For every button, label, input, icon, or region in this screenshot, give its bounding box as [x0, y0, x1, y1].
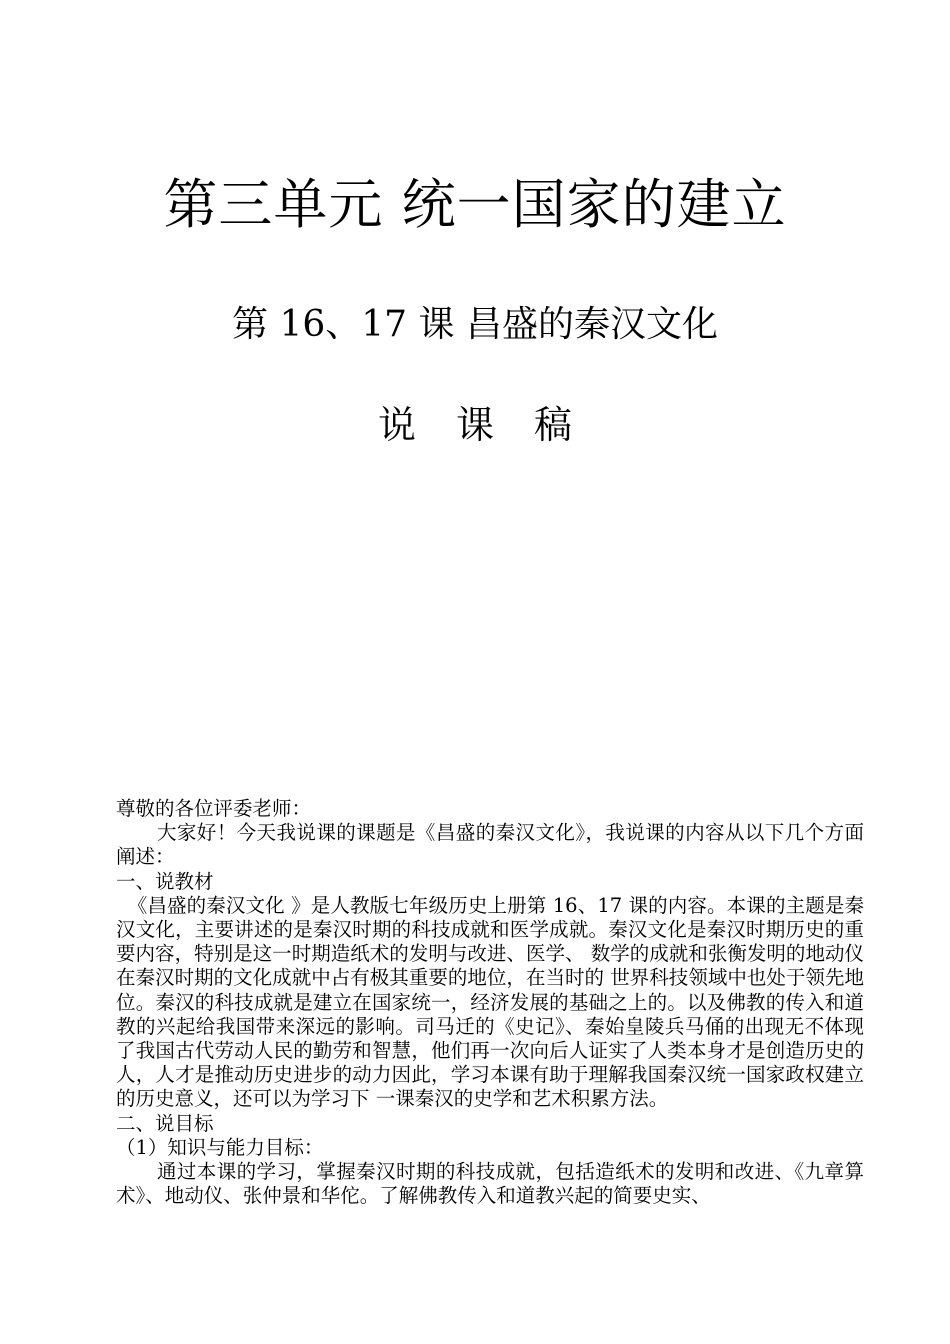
section-heading-textbook: 一、说教材	[116, 869, 214, 893]
subsection-heading-knowledge: （1）知识与能力目标：	[116, 1135, 324, 1159]
body-text	[116, 797, 864, 1208]
doc-type-char-2: 课	[455, 403, 494, 447]
document-type-title	[0, 400, 950, 450]
lesson-title: 第 16、17 课 昌盛的秦汉文化	[232, 304, 718, 345]
section-heading-goals: 二、说目标	[116, 1111, 214, 1135]
intro-paragraph: 大家好！今天我说课的课题是《昌盛的秦汉文化》，我说课的内容从以下几个方面阐述：	[116, 821, 864, 869]
doc-type-char-3: 稿	[534, 403, 573, 447]
salutation: 尊敬的各位评委老师：	[116, 797, 312, 820]
knowledge-paragraph: 通过本课的学习，掌握秦汉时期的科技成就，包括造纸术的发明和改进、《九章算术》、地动仪、张仲景和华佗。了解佛教传入和道教兴起的简要史实、	[116, 1160, 864, 1208]
unit-title: 第三单元 统一国家的建立	[163, 173, 787, 236]
textbook-paragraph: 《昌盛的秦汉文化 》是人教版七年级历史上册第 16、17 课的内容。本课的主题是秦汉文化，主要讲述的是秦汉时期的科技成就和医学成就。秦汉文化是秦汉时期历史的重要内容，特别是这一时期造纸术的发明与改进、医学、 数学的成就和张衡发明的地动仪在秦汉时期的文化成就中占有极其重要的地位，在当时的 世界科技领域中也处于领先地位。秦汉的科技成就是建立在国家统一，经济发展的基础之上的。以及佛教的传入和道教的兴起给我国带来深远的影响。司马迁的《史记》、秦始皇陵兵马俑的出现无不体现了我国古代劳动人民的勤劳和智慧，他们再一次向后人证实了人类本身才是创造历史的人，人才是推动历史进步的动力因此，学习本课有助于理解我国秦汉统一国家政权建立的历史意义，还可以为学习下 一课秦汉的史学和艺术积累方法。	[116, 893, 864, 1111]
doc-type-char-1: 说	[377, 403, 416, 447]
